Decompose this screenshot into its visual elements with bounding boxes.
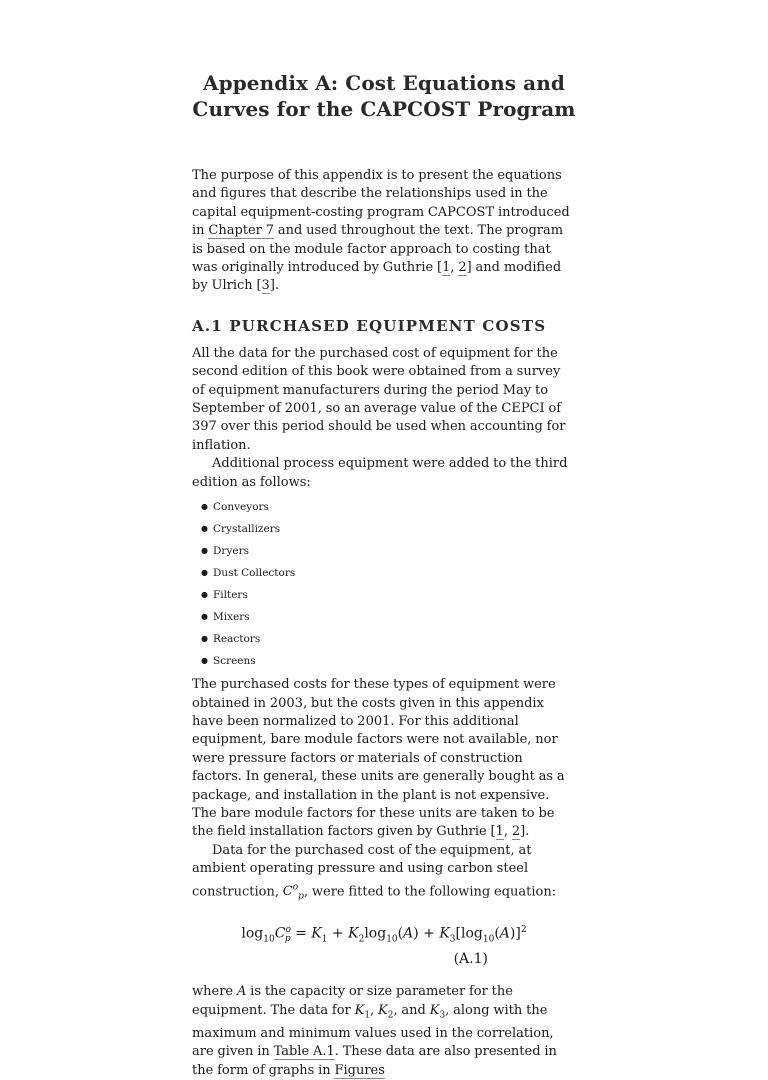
bullet-icon: ● xyxy=(201,568,208,578)
paragraph-additional-equipment: Additional process equipment were added to the third edition as follows: xyxy=(192,456,568,490)
bullet-icon: ● xyxy=(201,524,208,534)
bullet-icon: ● xyxy=(201,634,208,644)
reference-1-link[interactable]: 1 xyxy=(495,824,504,840)
bullet-icon: ● xyxy=(201,656,208,666)
section-heading: A.1 PURCHASED EQUIPMENT COSTS xyxy=(192,316,547,335)
list-item: ● Screens xyxy=(201,650,576,672)
list-item: ● Crystallizers xyxy=(201,518,576,540)
reference-3-link[interactable]: 3 xyxy=(261,278,270,294)
bullet-icon: ● xyxy=(201,502,208,512)
chapter-title xyxy=(192,70,576,122)
list-item: ● Conveyors xyxy=(201,496,576,518)
figures-link[interactable]: Figures xyxy=(334,1062,385,1078)
paragraph-constants: where A is the capacity or size parameter for the equipment. The data for $K_1$, $K_2$, and $K_3$, along with the maximum and minimum values used in the correlation, are given in Table A.1. These data are also presented in the form of graphs in Figures xyxy=(192,984,557,1078)
list-item: ● Dust Collectors xyxy=(201,562,576,584)
list-item: ● Reactors xyxy=(201,628,576,650)
reference-2-link[interactable]: 2 xyxy=(511,824,521,840)
page-content xyxy=(192,0,576,1080)
reference-1-link[interactable]: 1 xyxy=(442,260,451,276)
paragraph-survey: All the data for the purchased cost of equipment for the second edition of this book were obtained from a survey of equipment manufacturers during the period May to September of 2001, so an average value of the CEPCI of 397 over this period should be used when accounting for inflation. xyxy=(192,345,566,453)
cost-symbol: $C^o_p$ xyxy=(282,882,304,902)
equation-number: (A.1) xyxy=(453,951,488,968)
intro-paragraph: The purpose of this appendix is to present the equations and figures that describe the relationships used in the capital equipment-costing program CAPCOST introduced in Chapter 7 and used throughout the text. The program is based on the module factor approach to costing that was originally introduced by Guthrie [1, 2] and modified by Ulrich [3]. xyxy=(192,168,570,294)
bullet-icon: ● xyxy=(201,546,208,556)
equation-a1: $\log_{10}C^o_p = K_1 + K_2\log_{10}(A) + K_3[\log_{10}(A)]^2$ xyxy=(241,924,527,945)
table-a1-link[interactable]: Table A.1 xyxy=(273,1044,335,1060)
bullet-icon: ● xyxy=(201,590,208,600)
paragraph-purchased-costs: The purchased costs for these types of equipment were obtained in 2003, but the costs given in this appendix have been normalized to 2001. For this additional equipment, bare module factors were not available, nor were pressure factors or materials of construction factors. In general, these units are generally bought as a package, and installation in the plant is not expensive. The bare module factors for these units are taken to be the field installation factors given by Guthrie [1, 2]. xyxy=(192,677,565,840)
chapter-title-line1: Appendix A: Cost Equations and xyxy=(203,71,565,95)
chapter-7-link[interactable]: Chapter 7 xyxy=(208,223,275,239)
equipment-list xyxy=(192,496,576,672)
list-item: ● Mixers xyxy=(201,606,576,628)
reference-2-link[interactable]: 2 xyxy=(458,260,467,276)
chapter-title-line2: Curves for the CAPCOST Program xyxy=(192,97,576,121)
list-item: ● Dryers xyxy=(201,540,576,562)
paragraph-data-fit: Data for the purchased cost of the equipment, at ambient operating pressure and using carbon steel construction, $C^o_p$, were fitted to the following equation: xyxy=(192,842,557,902)
list-item: ● Filters xyxy=(201,584,576,606)
bullet-icon: ● xyxy=(201,612,208,622)
